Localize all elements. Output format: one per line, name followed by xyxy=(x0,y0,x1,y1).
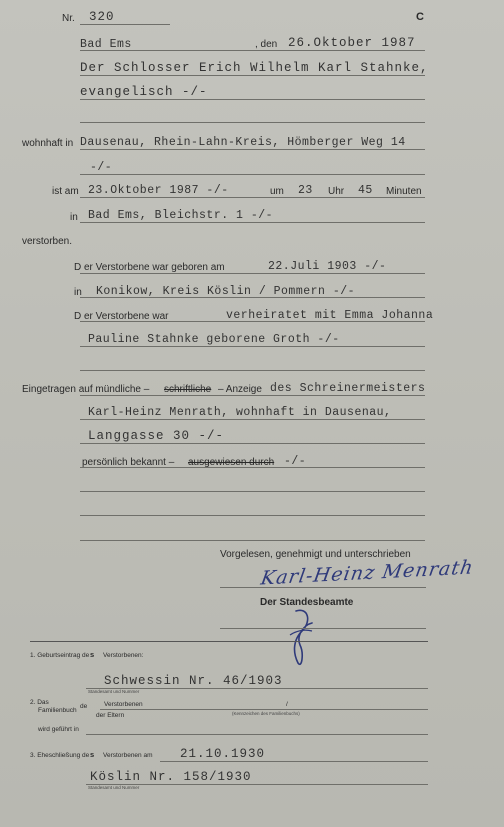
birth-date: 22.Juli 1903 -/- xyxy=(268,260,387,273)
blank-underline-1 xyxy=(80,122,425,123)
death-minute: 45 xyxy=(358,184,373,197)
footer-1-suffix: Verstorbenen: xyxy=(103,652,144,659)
footer-1-caption: Standesamt und Nummer xyxy=(88,689,140,694)
known-struck: ausgewiesen durch xyxy=(188,457,275,468)
religion-underline xyxy=(80,99,425,100)
death-minutes-label: Minuten xyxy=(386,186,422,197)
footer-2-kennzeichen: (Kennzeichen des Familienbuchs) xyxy=(232,711,300,716)
death-date-label: ist am xyxy=(52,186,79,197)
footer-2-num: 2. Das xyxy=(30,699,49,706)
informant-line-3: Langgasse 30 -/- xyxy=(88,429,225,443)
blank-underline-3 xyxy=(80,491,425,492)
residence-underline-2 xyxy=(80,174,425,175)
official-title: Der Standesbeamte xyxy=(260,597,354,608)
official-signature-line xyxy=(220,628,426,629)
registry-place: Bad Ems xyxy=(80,38,132,51)
informant-underline-1 xyxy=(80,395,425,396)
footer-2-underline-2 xyxy=(86,734,428,735)
footer-3-suffix: Verstorbenen am xyxy=(103,752,153,759)
birth-place-label: in xyxy=(74,287,82,298)
footer-2-de: de xyxy=(80,703,88,710)
nr-underline xyxy=(80,24,170,25)
informant-line-2: Karl-Heinz Menrath, wohnhaft in Dausenau, xyxy=(88,406,392,419)
death-place-underline xyxy=(80,222,425,223)
footer-3-caption: Standesamt und Nummer xyxy=(88,785,140,790)
blank-underline-4 xyxy=(80,515,425,516)
footer-3-date-underline xyxy=(160,761,428,762)
death-place: Bad Ems, Bleichstr. 1 -/- xyxy=(88,209,274,222)
death-hour: 23 xyxy=(298,184,313,197)
spouse-name: Pauline Stahnke geborene Groth -/- xyxy=(88,333,340,346)
known-label: persönlich bekannt – xyxy=(82,457,175,468)
date-prefix: , den xyxy=(255,39,278,50)
deceased-religion: evangelisch -/- xyxy=(80,85,208,99)
nr-value: 320 xyxy=(89,10,115,24)
footer-2-slash: / xyxy=(286,701,288,708)
birth-place: Konikow, Kreis Köslin / Pommern -/- xyxy=(96,285,356,298)
footer-1-label: 1. Geburtseintrag de xyxy=(30,652,90,659)
footer-2-underline xyxy=(100,709,428,710)
marriage-value: verheiratet mit Emma Johanna xyxy=(226,309,434,322)
name-underline xyxy=(80,75,425,76)
residence-value: Dausenau, Rhein-Lahn-Kreis, Hömberger Weg 14 xyxy=(80,136,406,149)
blank-underline-5 xyxy=(80,540,425,541)
death-verb: verstorben. xyxy=(22,236,73,247)
registry-date: 26.Oktober 1987 xyxy=(288,36,416,50)
informant-signature: Karl-Heinz Menrath xyxy=(259,556,476,590)
footer-3-date: 21.10.1930 xyxy=(180,747,266,761)
footer-1-value: Schwessin Nr. 46/1903 xyxy=(104,674,283,688)
residence-cont: -/- xyxy=(90,161,113,174)
blank-underline-2 xyxy=(80,370,425,371)
birth-date-underline xyxy=(80,273,425,274)
informant-line-1: des Schreinermeisters xyxy=(270,382,426,395)
footer-2-eltern: der Eltern xyxy=(96,712,125,719)
footer-2-verstorbenen: Verstorbenen xyxy=(104,701,143,708)
registration-struck: schriftliche xyxy=(164,384,212,395)
death-uhr-label: Uhr xyxy=(328,186,345,197)
marriage-label: D er Verstorbene war xyxy=(74,311,169,322)
registration-label-b: – Anzeige xyxy=(218,384,262,395)
marriage-underline xyxy=(80,321,425,322)
footer-3-value: Köslin Nr. 158/1930 xyxy=(90,770,252,784)
known-value: -/- xyxy=(284,455,307,468)
informant-underline-3 xyxy=(80,443,425,444)
informant-underline-2 xyxy=(80,419,425,420)
known-underline xyxy=(80,467,425,468)
birth-place-underline xyxy=(80,297,425,298)
birth-label: D er Verstorbene war geboren am xyxy=(74,262,225,273)
residence-label: wohnhaft in xyxy=(22,138,74,149)
death-date-underline xyxy=(80,197,425,198)
date-underline xyxy=(80,50,425,51)
death-um-label: um xyxy=(270,186,284,197)
footer-2-familienbuch: Familienbuch xyxy=(38,707,77,714)
footer-1-s: s xyxy=(90,650,95,659)
official-signature xyxy=(282,605,318,669)
footer-divider xyxy=(30,641,428,642)
nr-label: Nr. xyxy=(62,13,75,24)
informant-signature-line xyxy=(220,587,426,588)
residence-underline xyxy=(80,149,425,150)
footer-2-wird: wird geführt in xyxy=(38,726,79,733)
death-place-label: in xyxy=(70,212,78,223)
deceased-name: Der Schlosser Erich Wilhelm Karl Stahnke, xyxy=(80,61,429,75)
footer-3-s: s xyxy=(90,750,95,759)
spouse-underline xyxy=(80,346,425,347)
death-date: 23.Oktober 1987 -/- xyxy=(88,184,229,197)
corner-mark: C xyxy=(416,11,424,23)
footer-3-label: 3. Eheschließung de xyxy=(30,752,90,759)
read-approved-text: Vorgelesen, genehmigt und unterschrieben xyxy=(220,549,411,560)
registration-label-a: Eingetragen auf mündliche – xyxy=(22,384,150,395)
